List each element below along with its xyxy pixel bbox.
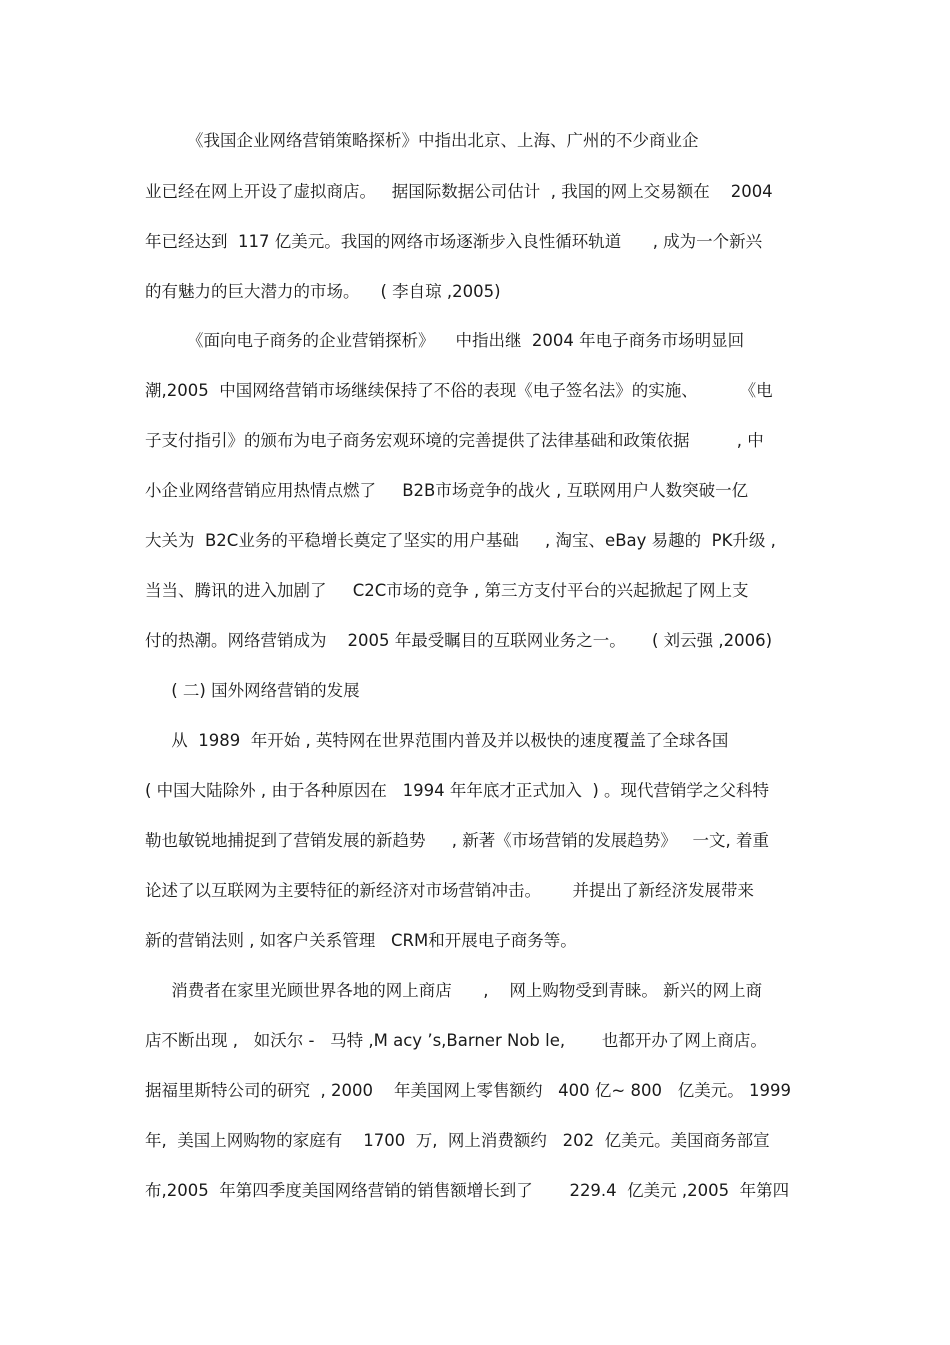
text-line: 付的热潮。网络营销成为 2005 年最受瞩目的互联网业务之一。 ( 刘云强 ,2006) — [145, 631, 773, 650]
text-line: 从 1989 年开始 , 英特网在世界范围内普及并以极快的速度覆盖了全球各国 — [145, 731, 729, 750]
text-line: 大关为 B2C业务的平稳增长奠定了坚实的用户基础 , 淘宝、eBay 易趣的 PK升级 , — [145, 531, 776, 550]
text-line: 消费者在家里光顾世界各地的网上商店 , 网上购物受到青睐。 新兴的网上商 — [145, 981, 763, 1000]
text-line: 店不断出现 , 如沃尔 - 马特 ,M acy ’s,Barner Nob le, 也都开办了网上商店。 — [145, 1031, 767, 1050]
text-line: 《面向电子商务的企业营销探析》 中指出继 2004 年电子商务市场明显回 — [145, 331, 745, 350]
text-line: 潮,2005 中国网络营销市场继续保持了不俗的表现《电子签名法》的实施、 《电 — [145, 381, 773, 400]
text-line: 布,2005 年第四季度美国网络营销的销售额增长到了 229.4 亿美元 ,2005 年第四 — [145, 1181, 790, 1200]
text-line: ( 中国大陆除外 , 由于各种原因在 1994 年年底才正式加入 ) 。现代营销学之父科特 — [145, 781, 770, 800]
text-line: 业已经在网上开设了虚拟商店。 据国际数据公司估计 , 我国的网上交易额在 2004 — [145, 182, 773, 201]
text-line: 《我国企业网络营销策略探析》中指出北京、上海、广州的不少商业企 — [145, 131, 699, 150]
text-line: 当当、腾讯的进入加剧了 C2C市场的竞争 , 第三方支付平台的兴起掀起了网上支 — [145, 581, 749, 600]
text-line: 新的营销法则 , 如客户关系管理 CRM和开展电子商务等。 — [145, 931, 577, 950]
text-line: 子支付指引》的颁布为电子商务宏观环境的完善提供了法律基础和政策依据 , 中 — [145, 431, 764, 450]
section-heading: ( 二) 国外网络营销的发展 — [145, 681, 360, 700]
text-line: 据福里斯特公司的研究 , 2000 年美国网上零售额约 400 亿~ 800 亿美元。 1999 — [145, 1081, 791, 1100]
text-line: 论述了以互联网为主要特征的新经济对市场营销冲击。 并提出了新经济发展带来 — [145, 881, 754, 900]
text-line: 小企业网络营销应用热情点燃了 B2B市场竞争的战火 , 互联网用户人数突破一亿 — [145, 481, 749, 500]
text-line: 年已经达到 117 亿美元。我国的网络市场逐渐步入良性循环轨道 , 成为一个新兴 — [145, 232, 763, 251]
text-line: 年, 美国上网购物的家庭有 1700 万, 网上消费额约 202 亿美元。美国商务部宣 — [145, 1131, 770, 1150]
text-line: 勒也敏锐地捕捉到了营销发展的新趋势 , 新著《市场营销的发展趋势》 一文, 着重 — [145, 831, 769, 850]
text-line: 的有魅力的巨大潜力的市场。 ( 李自琼 ,2005) — [145, 282, 501, 301]
